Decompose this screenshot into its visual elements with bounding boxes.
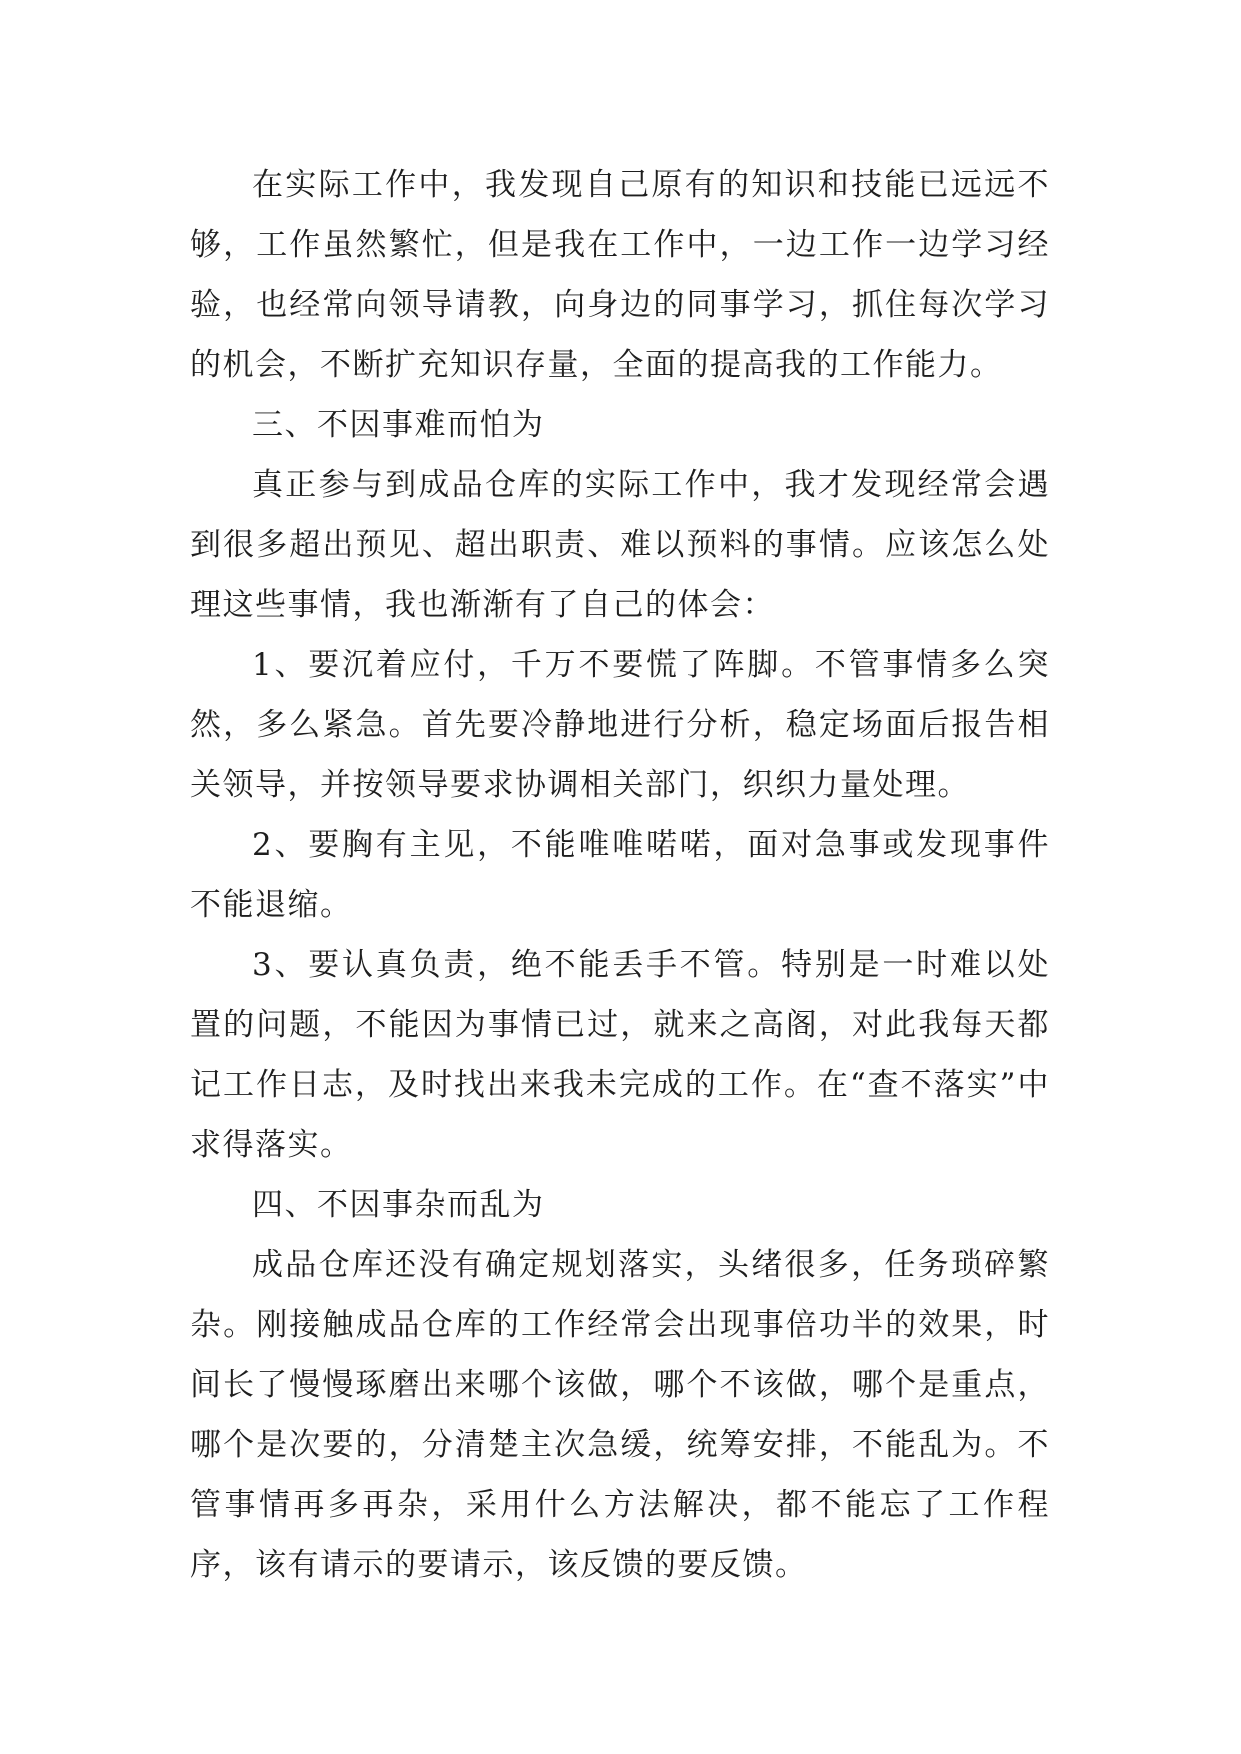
section-heading-3: 三、不因事难而怕为	[252, 407, 545, 443]
paragraph-learning: 在实际工作中，我发现自己原有的知识和技能已远远不够，工作虽然繁忙，但是我在工作中，一边工作一边学习经验，也经常向领导请教，向身边的同事学习，抓住每次学习的机会，不断扩充知识存量，全面的提高我的工作能力。	[190, 167, 1050, 383]
paragraph-point-1: 1、要沉着应付，千万不要慌了阵脚。不管事情多么突然，多么紧急。首先要冷静地进行分析，稳定场面后报告相关领导，并按领导要求协调相关部门，织织力量处理。	[190, 647, 1050, 803]
section-heading-4: 四、不因事杂而乱为	[252, 1187, 545, 1223]
paragraph-point-2: 2、要胸有主见，不能唯唯喏喏，面对急事或发现事件不能退缩。	[190, 827, 1050, 923]
paragraph-section-4: 成品仓库还没有确定规划落实，头绪很多，任务琐碎繁杂。刚接触成品仓库的工作经常会出现事倍功半的效果，时间长了慢慢琢磨出来哪个该做，哪个不该做，哪个是重点，哪个是次要的，分清楚主次急缓，统筹安排，不能乱为。不管事情再多再杂，采用什么方法解决，都不能忘了工作程序，该有请示的要请示，该反馈的要反馈。	[190, 1247, 1050, 1583]
document-body	[190, 155, 1050, 1595]
paragraph-intro-3: 真正参与到成品仓库的实际工作中，我才发现经常会遇到很多超出预见、超出职责、难以预料的事情。应该怎么处理这些事情，我也渐渐有了自己的体会：	[190, 467, 1050, 623]
paragraph-point-3: 3、要认真负责，绝不能丢手不管。特别是一时难以处置的问题，不能因为事情已过，就来之高阁，对此我每天都记工作日志，及时找出来我未完成的工作。在“查不落实”中求得落实。	[190, 947, 1050, 1163]
